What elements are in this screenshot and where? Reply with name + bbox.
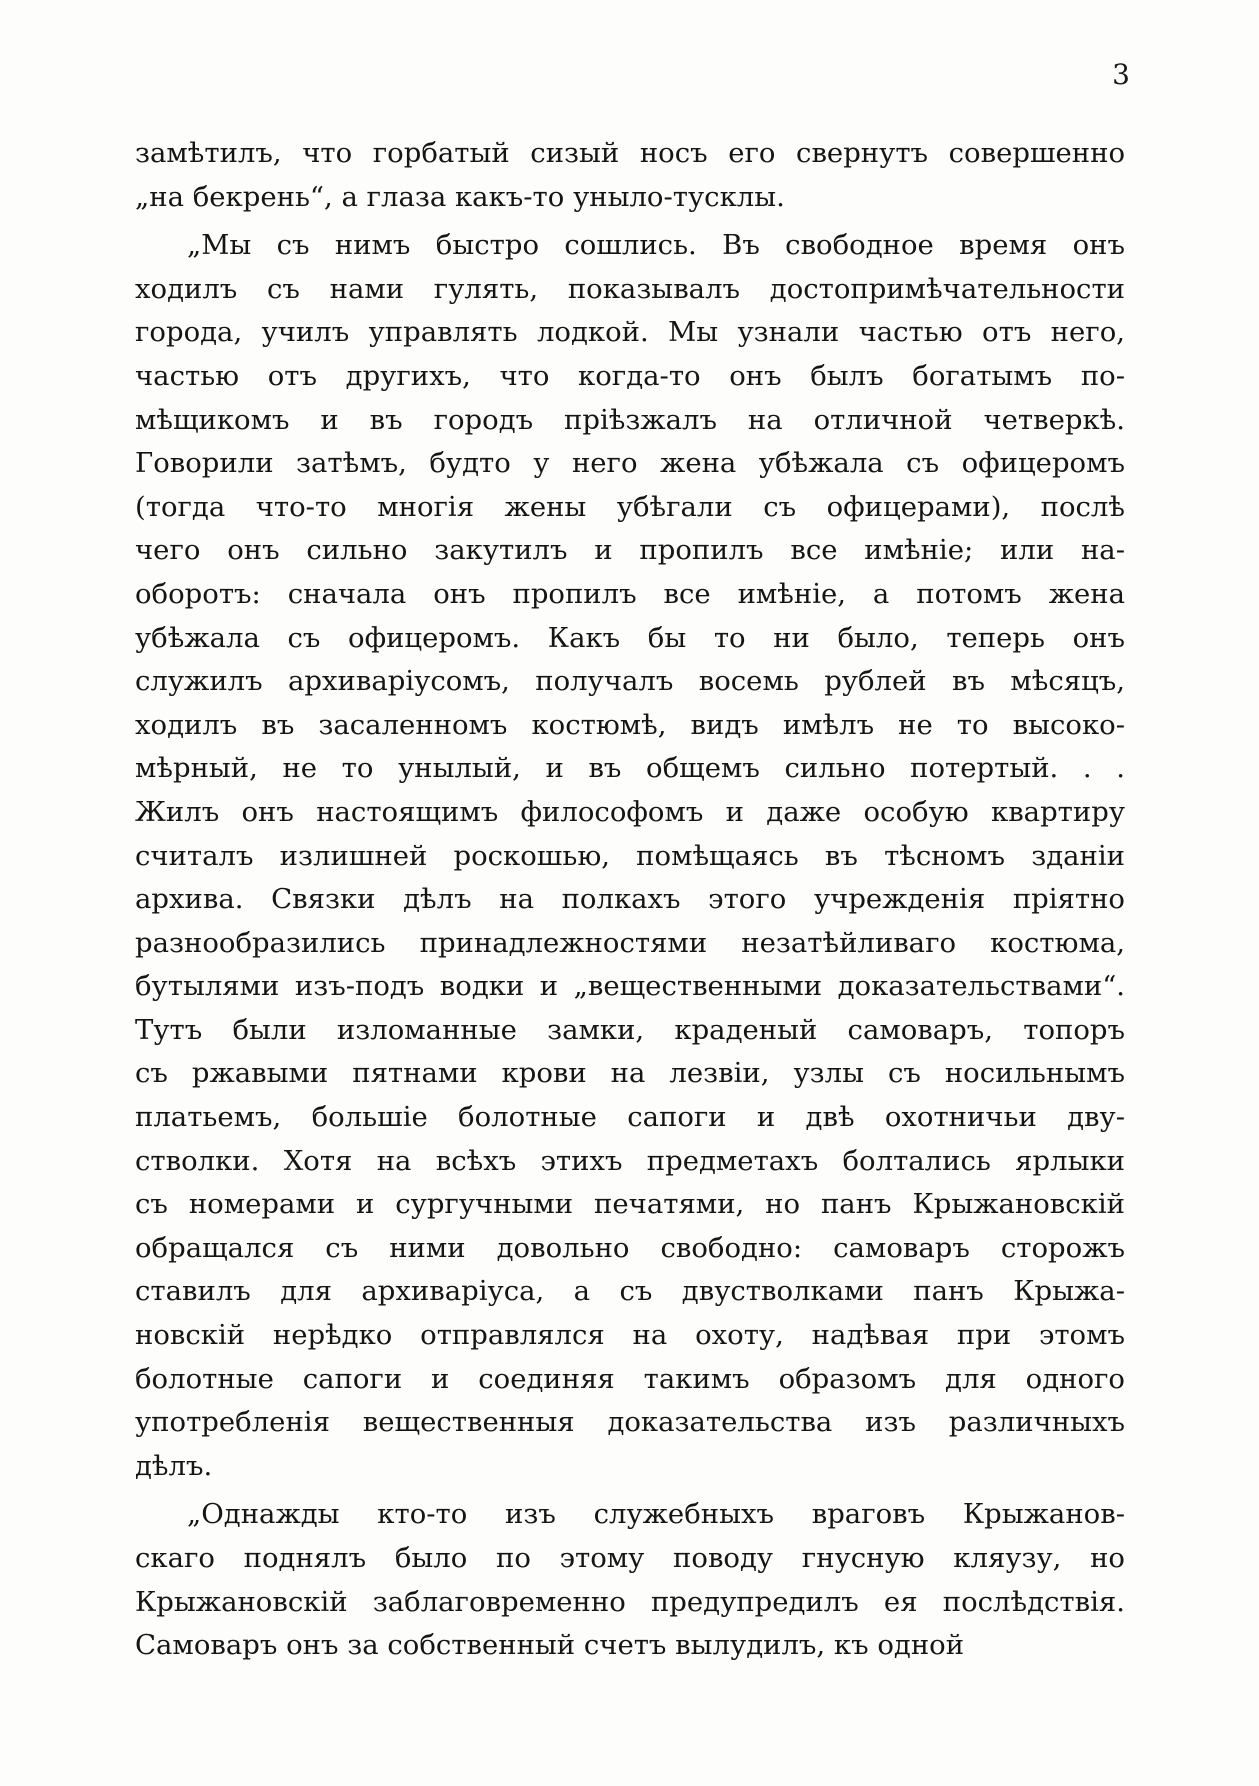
text-line: считалъ излишней роскошью, помѣщаясь въ тѣсномъ зданiи [135, 839, 1125, 872]
text-line: частью отъ другихъ, что когда-то онъ былъ богатымъ по- [135, 359, 1125, 392]
text-line: скаго поднялъ было по этому поводу гнусную кляузу, но [135, 1542, 1125, 1574]
text-line: ходилъ въ засаленномъ костюмѣ, видъ имѣлъ не то высоко- [135, 708, 1125, 741]
paragraph [135, 224, 1125, 1488]
text-line: замѣтилъ, что горбатый сизый носъ его свернутъ совершенно [135, 137, 1125, 169]
text-line: убѣжала съ офицеромъ. Какъ бы то ни было, теперь онъ [135, 621, 1125, 654]
text-line: Крыжановскiй заблаговременно предупредилъ ея послѣдствiя. [135, 1585, 1125, 1618]
text-line: мѣрный, не то унылый, и въ общемъ сильно потертый. . . [135, 752, 1125, 785]
text-line: „Мы съ нимъ быстро сошлись. Въ свободное время онъ [187, 229, 1125, 262]
text-line: оборотъ: сначала онъ пропилъ все имѣнiе, а потомъ жена [135, 577, 1125, 610]
text-line: новскiй нерѣдко отправлялся на охоту, надѣвая при этомъ [135, 1319, 1125, 1352]
text-line: съ ржавыми пятнами крови на лезвiи, узлы съ носильнымъ [135, 1057, 1125, 1090]
text-line: разнообразились принадлежностями незатѣйливаго костюма, [135, 926, 1125, 959]
body-text [135, 132, 1125, 1668]
page-number: 3 [1112, 58, 1130, 91]
text-line: Жилъ онъ настоящимъ философомъ и даже особую квартиру [135, 795, 1125, 828]
text-line: служилъ архиварiусомъ, получалъ восемь рублей въ мѣсяцъ, [135, 665, 1125, 698]
text-line: чего онъ сильно закутилъ и пропилъ все имѣнiе; или на- [135, 534, 1125, 567]
text-line: стволки. Хотя на всѣхъ этихъ предметахъ болтались ярлыки [135, 1144, 1125, 1177]
text-line: ставилъ для архиварiуса, а съ двустволками панъ Крыжа- [135, 1275, 1125, 1308]
paragraph [135, 132, 1125, 219]
text-line: употребленiя вещественныя доказательства изъ различныхъ [135, 1406, 1125, 1439]
text-line: ходилъ съ нами гулять, показывалъ достопримѣчательности [135, 272, 1125, 305]
text-line: бутылями изъ-подъ водки и „вещественными доказательствами“. [135, 970, 1125, 1003]
text-line: обращался съ ними довольно свободно: самоваръ сторожъ [135, 1231, 1125, 1264]
text-line: Самоваръ онъ за собственный счетъ вылудилъ, къ одной [135, 1629, 965, 1662]
text-line: платьемъ, большiе болотные сапоги и двѣ охотничьи дву- [135, 1101, 1125, 1134]
text-line: „Однажды кто-то изъ служебныхъ враговъ Крыжанов- [187, 1498, 1125, 1531]
text-line: Тутъ были изломанные замки, краденый самоваръ, топоръ [135, 1013, 1125, 1046]
text-line: архива. Связки дѣлъ на полкахъ этого учрежденiя прiятно [135, 883, 1125, 916]
text-line: города, училъ управлять лодкой. Мы узнали частью отъ него, [135, 316, 1125, 349]
text-line: „на бекрень“, а глаза какъ-то уныло-тусклы. [135, 180, 785, 213]
text-line: съ номерами и сургучными печатями, но панъ Крыжановскiй [135, 1188, 1125, 1221]
text-line: дѣлъ. [135, 1449, 213, 1482]
text-line: Говорили затѣмъ, будто у него жена убѣжала съ офицеромъ [135, 447, 1125, 480]
paragraph [135, 1493, 1125, 1667]
text-line: (тогда что-то многiя жены убѣгали съ офицерами), послѣ [135, 490, 1125, 523]
text-line: мѣщикомъ и въ городъ прiѣзжалъ на отличной четверкѣ. [135, 403, 1125, 436]
text-line: болотные сапоги и соединяя такимъ образомъ для одного [135, 1362, 1125, 1395]
